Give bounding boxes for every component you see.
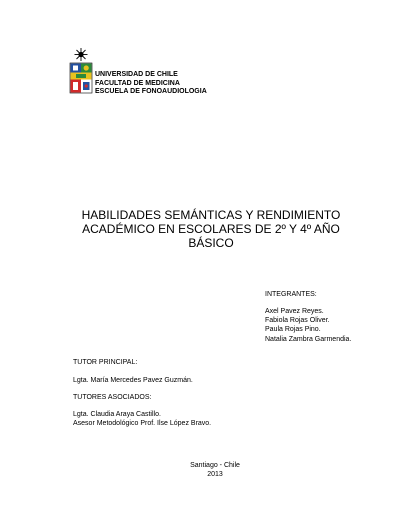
university-seal-icon bbox=[68, 47, 94, 97]
footer bbox=[150, 461, 280, 479]
thesis-title-line-3: BÁSICO bbox=[188, 236, 234, 250]
tutor-asociado-name: Lgta. Claudia Araya Castillo. bbox=[73, 411, 161, 418]
tutores-asociados-list bbox=[73, 410, 211, 428]
tutor-asociado-name: Asesor Metodológico Prof. Ilse López Bravo. bbox=[73, 420, 212, 427]
thesis-title-line-1: HABILIDADES SEMÁNTICAS Y RENDIMIENTO bbox=[81, 208, 341, 222]
member-name: Fabiola Rojas Oliver. bbox=[265, 317, 330, 325]
tutor-principal-name: Lgta. María Mercedes Pavez Guzmán. bbox=[73, 377, 193, 384]
tutores-asociados-heading: TUTORES ASOCIADOS: bbox=[73, 394, 152, 401]
members-heading: INTEGRANTES: bbox=[265, 291, 317, 298]
member-name: Axel Pavez Reyes. bbox=[265, 308, 324, 315]
tutor-principal-heading: TUTOR PRINCIPAL: bbox=[73, 359, 138, 366]
institution-faculty: FACULTAD DE MEDICINA bbox=[95, 79, 180, 87]
institution-school: ESCUELA DE FONOAUDIOLOGIA bbox=[95, 88, 207, 96]
institution-header bbox=[95, 71, 207, 97]
member-name: Paula Rojas Pino. bbox=[265, 326, 321, 334]
institution-university: UNIVERSIDAD DE CHILE bbox=[95, 71, 178, 78]
footer-place: Santiago - Chile bbox=[190, 462, 240, 469]
thesis-title bbox=[60, 208, 362, 250]
footer-year: 2013 bbox=[207, 471, 223, 478]
thesis-title-line-2: ACADÉMICO EN ESCOLARES DE 2º Y 4º AÑO bbox=[82, 222, 340, 236]
member-name: Natalia Zambra Garmendia. bbox=[265, 335, 352, 343]
members-list bbox=[265, 307, 351, 344]
